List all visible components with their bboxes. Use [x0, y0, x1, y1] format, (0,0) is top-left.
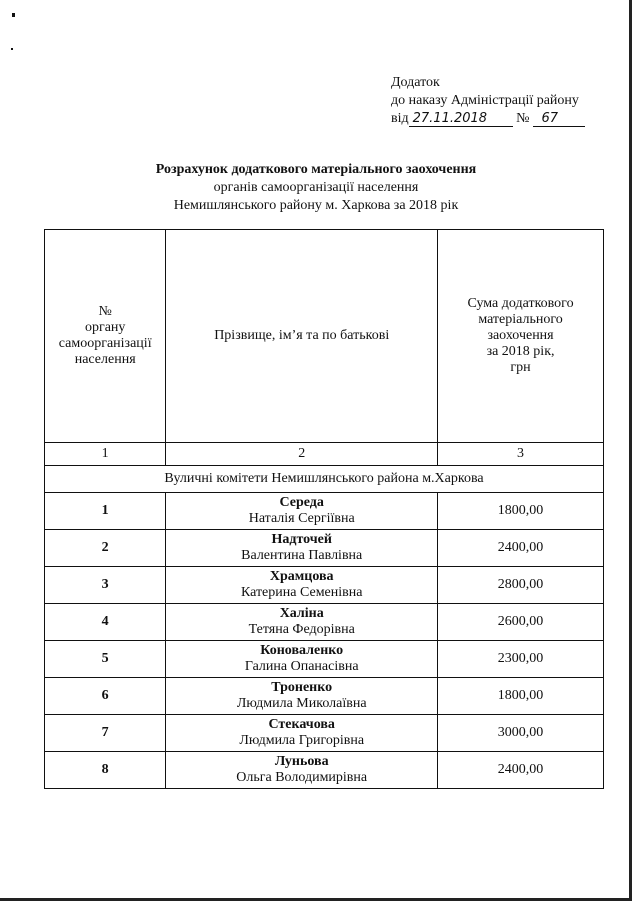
- header-text: самоорганізації: [58, 336, 152, 351]
- header-text: населення: [74, 352, 136, 367]
- row-amount: 1800,00: [438, 678, 604, 715]
- annex-title: Додаток: [391, 75, 440, 90]
- document-title: [0, 161, 632, 215]
- table-row: [45, 493, 604, 530]
- column-index-row: [45, 443, 604, 466]
- row-given-names: Наталія Сергіївна: [248, 511, 355, 526]
- row-amount: 2400,00: [438, 752, 604, 789]
- row-given-names: Галина Опанасівна: [244, 659, 359, 674]
- rewards-table: [44, 229, 604, 789]
- handwritten-date: 27.11.2018: [409, 112, 513, 127]
- header-text: заохочення: [487, 328, 554, 343]
- header-amount: [438, 230, 604, 443]
- row-full-name: [166, 604, 438, 641]
- row-number: 4: [45, 604, 166, 641]
- annex-order-reference: до наказу Адміністрації району: [391, 93, 579, 108]
- header-full-name: Прізвище, ім’я та по батькові: [166, 230, 438, 443]
- row-amount: 2400,00: [438, 530, 604, 567]
- table-body: [45, 493, 604, 789]
- row-amount: 1800,00: [438, 493, 604, 530]
- row-amount: 2300,00: [438, 641, 604, 678]
- header-text: №: [98, 304, 112, 319]
- scan-speck: [12, 13, 15, 17]
- row-surname: Середа: [279, 495, 324, 510]
- header-org-number: [45, 230, 166, 443]
- row-given-names: Ольга Володимирівна: [236, 770, 368, 785]
- title-line-2: органів самоорганізації населення: [213, 180, 419, 195]
- header-text: органу: [84, 320, 126, 335]
- column-index: 1: [45, 443, 166, 466]
- annex-block: [391, 74, 585, 128]
- section-title: Вуличні комітети Немишлянського района м.Харкова: [45, 466, 604, 493]
- handwritten-number: 67: [533, 112, 585, 127]
- row-surname: Надточей: [271, 532, 332, 547]
- table-row: [45, 604, 604, 641]
- row-surname: Халіна: [279, 606, 324, 621]
- table-row: [45, 567, 604, 604]
- table-row: [45, 715, 604, 752]
- table-row: [45, 641, 604, 678]
- title-line-1: Розрахунок додаткового матеріального заохочення: [155, 162, 477, 177]
- row-given-names: Валентина Павлівна: [241, 548, 363, 563]
- row-surname: Стекачова: [268, 717, 335, 732]
- annex-date-number-line: [391, 110, 585, 128]
- row-full-name: [166, 530, 438, 567]
- row-given-names: Тетяна Федорівна: [248, 622, 355, 637]
- row-full-name: [166, 752, 438, 789]
- row-full-name: [166, 567, 438, 604]
- row-amount: 2600,00: [438, 604, 604, 641]
- row-number: 2: [45, 530, 166, 567]
- table-row: [45, 678, 604, 715]
- row-amount: 3000,00: [438, 715, 604, 752]
- row-given-names: Людмила Миколаївна: [236, 696, 367, 711]
- table-row: [45, 752, 604, 789]
- row-number: 3: [45, 567, 166, 604]
- row-number: 1: [45, 493, 166, 530]
- section-title-row: [45, 466, 604, 493]
- table-header-row: [45, 230, 604, 443]
- row-number: 5: [45, 641, 166, 678]
- header-text: за 2018 рік,: [486, 344, 555, 359]
- table-row: [45, 530, 604, 567]
- row-surname: Троненко: [271, 680, 333, 695]
- row-surname: Храмцова: [269, 569, 334, 584]
- row-full-name: [166, 493, 438, 530]
- row-surname: Луньова: [274, 754, 329, 769]
- row-full-name: [166, 641, 438, 678]
- scan-speck: [11, 48, 13, 50]
- column-index: 2: [166, 443, 438, 466]
- date-prefix: від: [391, 111, 409, 126]
- title-line-3: Немишлянського району м. Харкова за 2018 рік: [173, 198, 459, 213]
- row-full-name: [166, 715, 438, 752]
- row-number: 7: [45, 715, 166, 752]
- row-given-names: Катерина Семенівна: [240, 585, 363, 600]
- number-prefix: №: [516, 111, 530, 126]
- header-text: грн: [510, 360, 531, 375]
- column-index: 3: [438, 443, 604, 466]
- row-full-name: [166, 678, 438, 715]
- row-number: 6: [45, 678, 166, 715]
- header-text: Сума додаткового: [467, 296, 574, 311]
- row-given-names: Людмила Григорівна: [239, 733, 365, 748]
- header-text: матеріального: [478, 312, 563, 327]
- row-number: 8: [45, 752, 166, 789]
- row-amount: 2800,00: [438, 567, 604, 604]
- row-surname: Коноваленко: [260, 643, 344, 658]
